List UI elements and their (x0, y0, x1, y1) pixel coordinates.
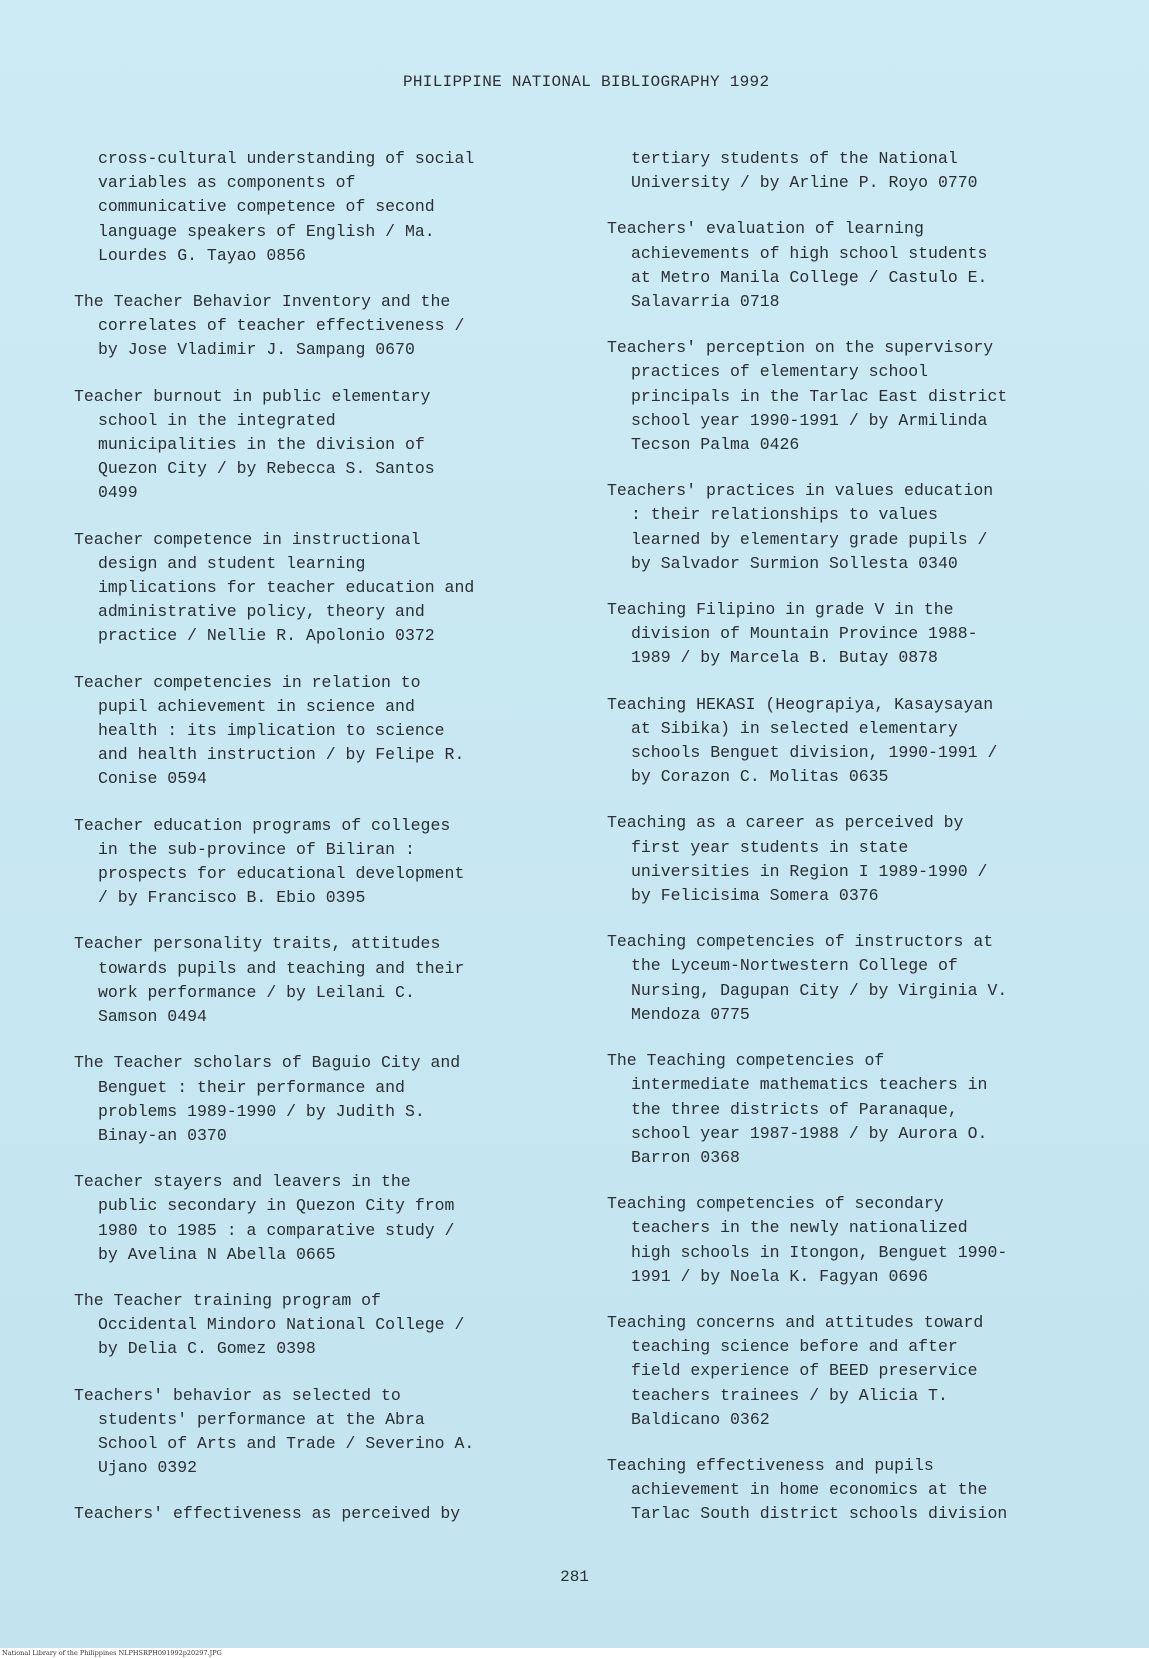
scan-footer (0, 1648, 1149, 1658)
bib-entry: Teacher education programs of colleges in the sub-province of Biliran : prospects for educational development / by Francisco B. Ebio 0395 (74, 815, 465, 908)
page-number: 281 (560, 1568, 589, 1586)
right-column (607, 147, 1107, 1549)
left-column (74, 147, 574, 1549)
bib-entry: Teacher competencies in relation to pupil achievement in science and health : its implication to science and health instruction / by Felipe R. Conise 0594 (74, 672, 465, 789)
page-header: PHILIPPINE NATIONAL BIBLIOGRAPHY 1992 (403, 73, 770, 91)
bib-entry: Teachers' evaluation of learning achievements of high school students at Metro Manila College / Castulo E. Salavarria 0718 (607, 219, 988, 312)
bib-entry: Teaching as a career as perceived by first year students in state universities in Region I 1989-1990 / by Felicisima Somera 0376 (607, 813, 988, 906)
footer-text: National Library of the Philippines NLPHSRPH091992p20297.JPG (2, 1649, 222, 1657)
bib-entry: Teacher personality traits, attitudes towards pupils and teaching and their work performance / by Leilani C. Samson 0494 (74, 934, 465, 1027)
bib-entry: Teaching competencies of instructors at the Lyceum-Nortwestern College of Nursing, Dagupan City / by Virginia V. Mendoza 0775 (607, 932, 1008, 1024)
bib-entry: Teachers' effectiveness as perceived by (74, 1504, 461, 1524)
bib-entry: Teachers' perception on the supervisory practices of elementary school principals in the Tarlac East district school year 1990-1991 / by Armilinda Tecson Palma 0426 (607, 338, 1008, 455)
bib-entry: Teaching HEKASI (Heograpiya, Kasaysayan at Sibika) in selected elementary schools Benguet division, 1990-1991 / by Corazon C. Molitas 0635 (607, 694, 998, 787)
bib-entry: Teachers' practices in values education : their relationships to values learned by elementary grade pupils / by Salvador Surmion Sollesta 0340 (607, 481, 994, 573)
bib-entry: Teaching concerns and attitudes toward teaching science before and after field experience of BEED preservice teachers trainees / by Alicia T. Baldicano 0362 (607, 1312, 984, 1429)
bib-entry: Teacher competence in instructional design and student learning implications for teacher education and administrative policy, theory and practice / Nellie R. Apolonio 0372 (74, 529, 475, 646)
bib-entry: cross-cultural understanding of social variables as components of communicative competence of second language speakers of English / Ma. Lourdes G. Tayao 0856 (98, 149, 475, 265)
bib-entry: Teachers' behavior as selected to students' performance at the Abra School of Arts and Trade / Severino A. Ujano 0392 (74, 1385, 475, 1478)
bib-entry: The Teacher Behavior Inventory and the correlates of teacher effectiveness / by Jose Vladimir J. Sampang 0670 (74, 292, 465, 360)
bib-entry: Teaching effectiveness and pupils achievement in home economics at the Tarlac South district schools division (607, 1455, 1008, 1524)
bib-entry: The Teacher training program of Occidental Mindoro National College / by Delia C. Gomez 0398 (74, 1290, 465, 1359)
bib-entry: Teaching Filipino in grade V in the division of Mountain Province 1988- 1989 / by Marcela B. Butay 0878 (607, 600, 978, 668)
bib-entry: Teaching competencies of secondary teachers in the newly nationalized high schools in Itongon, Benguet 1990- 1991 / by Noela K. Fagyan 0696 (607, 1194, 1008, 1286)
bib-entry: tertiary students of the National University / by Arline P. Royo 0770 (631, 149, 978, 193)
bib-entry: The Teacher scholars of Baguio City and Benguet : their performance and problems 1989-1990 / by Judith S. Binay-an 0370 (74, 1053, 461, 1145)
bib-entry: The Teaching competencies of intermediate mathematics teachers in the three districts of Paranaque, school year 1987-1988 / by Aurora O. Barron 0368 (607, 1051, 988, 1167)
bib-entry: Teacher stayers and leavers in the public secondary in Quezon City from 1980 to 1985 : a comparative study / by Avelina N Abella 0665 (74, 1172, 455, 1264)
bib-entry: Teacher burnout in public elementary school in the integrated municipalities in the division of Quezon City / by Rebecca S. Santos 0499 (74, 386, 435, 503)
